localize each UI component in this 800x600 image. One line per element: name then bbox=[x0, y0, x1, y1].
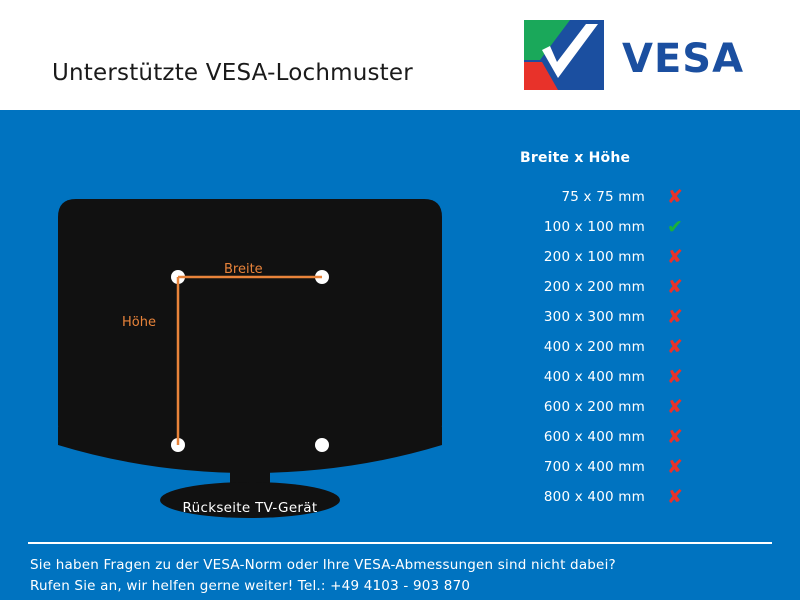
table-row bbox=[470, 182, 760, 212]
vesa-pattern-table bbox=[470, 150, 760, 512]
unsupported-cross-icon: ✘ bbox=[667, 245, 683, 268]
table-row bbox=[470, 302, 760, 332]
table-rows bbox=[470, 182, 760, 512]
table-row bbox=[470, 482, 760, 512]
pattern-label: 800 x 400 mm bbox=[543, 489, 645, 505]
unsupported-cross-icon: ✘ bbox=[667, 365, 683, 388]
vesa-logo bbox=[524, 20, 778, 90]
pattern-label: 100 x 100 mm bbox=[543, 219, 645, 235]
table-row bbox=[470, 362, 760, 392]
tv-caption: Rückseite TV-Gerät bbox=[182, 500, 318, 516]
pattern-label: 300 x 300 mm bbox=[543, 309, 645, 325]
table-row bbox=[470, 212, 760, 242]
footer-text-line-2: Rufen Sie an, wir helfen gerne weiter! Tel.: +49 4103 - 903 870 bbox=[30, 578, 471, 594]
pattern-label: 200 x 100 mm bbox=[543, 249, 645, 265]
footer-text-line-1: Sie haben Fragen zu der VESA-Norm oder Ihre VESA-Abmessungen sind nicht dabei? bbox=[30, 557, 616, 573]
pattern-label: 400 x 200 mm bbox=[543, 339, 645, 355]
unsupported-cross-icon: ✘ bbox=[667, 185, 683, 208]
main-panel bbox=[0, 110, 800, 600]
pattern-label: 600 x 200 mm bbox=[543, 399, 645, 415]
tv-diagram bbox=[50, 195, 450, 595]
pattern-label: 75 x 75 mm bbox=[561, 189, 645, 205]
table-row bbox=[470, 242, 760, 272]
unsupported-cross-icon: ✘ bbox=[667, 425, 683, 448]
supported-check-icon: ✔ bbox=[667, 215, 683, 238]
unsupported-cross-icon: ✘ bbox=[667, 395, 683, 418]
pattern-label: 200 x 200 mm bbox=[543, 279, 645, 295]
vesa-logo-text: VESA bbox=[622, 36, 745, 82]
breite-label: Breite bbox=[224, 262, 263, 277]
table-row bbox=[470, 272, 760, 302]
table-row bbox=[470, 392, 760, 422]
pattern-label: 600 x 400 mm bbox=[543, 429, 645, 445]
table-row bbox=[470, 422, 760, 452]
page-title: Unterstützte VESA-Lochmuster bbox=[52, 60, 413, 86]
table-row bbox=[470, 452, 760, 482]
pattern-label: 400 x 400 mm bbox=[543, 369, 645, 385]
unsupported-cross-icon: ✘ bbox=[667, 485, 683, 508]
footer-divider bbox=[28, 542, 772, 544]
pattern-label: 700 x 400 mm bbox=[543, 459, 645, 475]
unsupported-cross-icon: ✘ bbox=[667, 275, 683, 298]
unsupported-cross-icon: ✘ bbox=[667, 335, 683, 358]
vesa-logo-icon bbox=[524, 20, 604, 90]
header-bar bbox=[0, 0, 800, 110]
table-header: Breite x Höhe bbox=[520, 150, 631, 166]
unsupported-cross-icon: ✘ bbox=[667, 305, 683, 328]
table-row bbox=[470, 332, 760, 362]
unsupported-cross-icon: ✘ bbox=[667, 455, 683, 478]
hoehe-label: Höhe bbox=[122, 315, 156, 330]
